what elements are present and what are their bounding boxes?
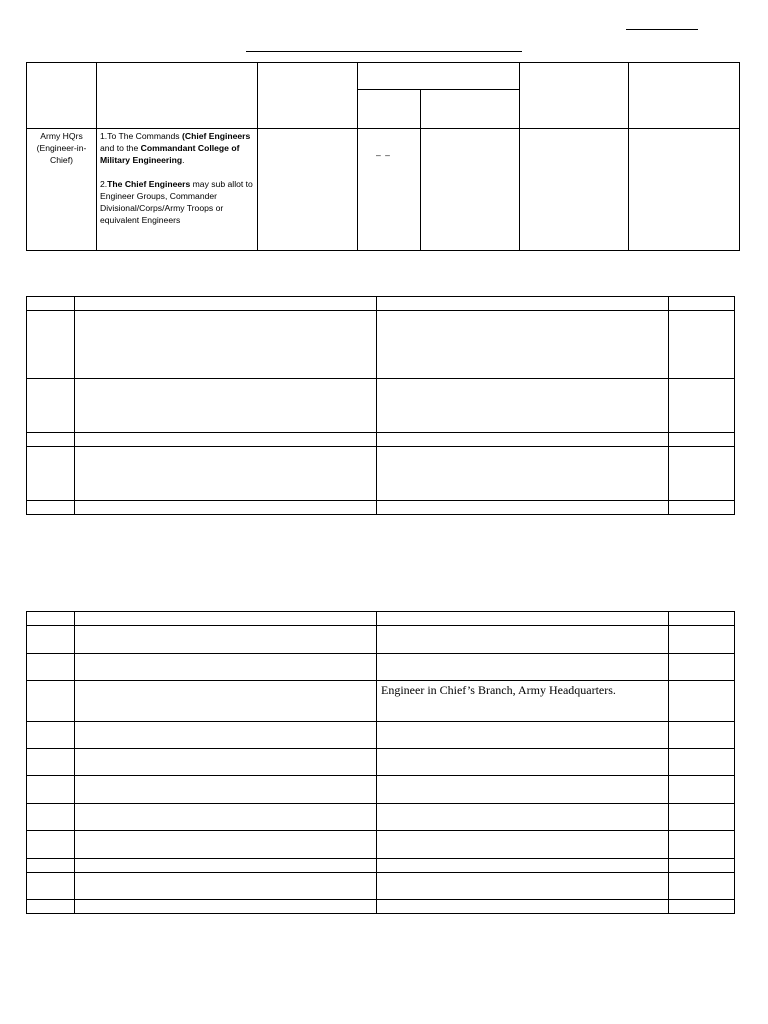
table-cell — [377, 654, 669, 681]
grid-table-3 — [26, 611, 735, 914]
table-cell — [27, 612, 75, 626]
subheader-cell — [421, 90, 520, 129]
table-cell — [75, 873, 377, 900]
table-cell — [27, 379, 75, 433]
table-cell — [669, 804, 735, 831]
table-cell — [669, 612, 735, 626]
table-cell — [669, 297, 735, 311]
table-cell — [377, 873, 669, 900]
table-cell — [75, 447, 377, 501]
table-cell — [27, 681, 75, 722]
header-cell — [358, 63, 520, 90]
header-cell — [520, 63, 629, 129]
table-cell — [75, 612, 377, 626]
table-cell — [75, 379, 377, 433]
table-cell — [377, 379, 669, 433]
table-cell — [75, 859, 377, 873]
table-cell — [669, 447, 735, 501]
table-cell — [75, 749, 377, 776]
table-cell — [75, 681, 377, 722]
body-cell — [421, 129, 520, 251]
table-cell — [27, 749, 75, 776]
table-cell — [377, 297, 669, 311]
table-cell — [27, 447, 75, 501]
table-cell — [669, 501, 735, 515]
branch-text-cell: Engineer in Chief’s Branch, Army Headquarters. — [377, 681, 669, 722]
table-cell — [669, 859, 735, 873]
table-cell — [377, 433, 669, 447]
table-cell — [27, 776, 75, 804]
table-cell — [75, 722, 377, 749]
table-cell — [27, 804, 75, 831]
table-cell — [669, 831, 735, 859]
table-cell — [27, 433, 75, 447]
table-cell — [27, 859, 75, 873]
table-cell — [75, 654, 377, 681]
allotment-cell — [97, 129, 258, 251]
table-cell — [669, 873, 735, 900]
table-cell — [75, 804, 377, 831]
table-cell — [669, 654, 735, 681]
authority-cell: Army HQrs (Engineer-in-Chief) — [27, 129, 97, 251]
header-cell — [629, 63, 740, 129]
table-cell — [377, 612, 669, 626]
table-cell — [377, 900, 669, 914]
table-cell — [377, 831, 669, 859]
table-cell — [377, 501, 669, 515]
body-cell — [520, 129, 629, 251]
table-cell — [669, 433, 735, 447]
table-cell — [75, 501, 377, 515]
header-cell — [27, 63, 97, 129]
dash-cell: – – — [358, 129, 421, 251]
table-cell — [27, 831, 75, 859]
body-cell — [629, 129, 740, 251]
table-cell — [669, 311, 735, 379]
table-cell — [669, 776, 735, 804]
body-cell — [258, 129, 358, 251]
table-cell — [377, 722, 669, 749]
top-right-rule — [626, 29, 698, 30]
header-cell — [258, 63, 358, 129]
table-cell — [377, 626, 669, 654]
table-cell — [75, 297, 377, 311]
table-cell — [669, 749, 735, 776]
table-cell — [669, 722, 735, 749]
table-cell — [27, 873, 75, 900]
table-cell — [75, 900, 377, 914]
allotment-para-1: 1.To The Commands (Chief Engineers and to the Commandant College of Military Engineering. — [100, 131, 251, 165]
table-cell — [377, 804, 669, 831]
table-cell — [27, 311, 75, 379]
table-cell — [377, 776, 669, 804]
table-cell — [27, 654, 75, 681]
table-cell — [669, 681, 735, 722]
grid-table-2 — [26, 296, 735, 515]
table-cell — [669, 626, 735, 654]
delegation-table — [26, 62, 740, 251]
table-cell — [27, 501, 75, 515]
table-cell — [75, 626, 377, 654]
header-cell — [97, 63, 258, 129]
table-cell — [27, 626, 75, 654]
table-cell — [669, 379, 735, 433]
table-cell — [377, 749, 669, 776]
table-cell — [377, 859, 669, 873]
table-cell — [75, 433, 377, 447]
table-cell — [27, 900, 75, 914]
table-cell — [377, 311, 669, 379]
table-cell — [377, 447, 669, 501]
table-cell — [75, 311, 377, 379]
table-cell — [75, 831, 377, 859]
table-cell — [75, 776, 377, 804]
table-cell — [669, 900, 735, 914]
table-cell — [27, 297, 75, 311]
subheader-cell — [358, 90, 421, 129]
table-cell — [27, 722, 75, 749]
title-underline — [246, 51, 522, 52]
allotment-para-2: 2.The Chief Engineers may sub allot to Engineer Groups, Commander Divisional/Corps/Army Troops or equivalent Engineers — [100, 179, 253, 225]
